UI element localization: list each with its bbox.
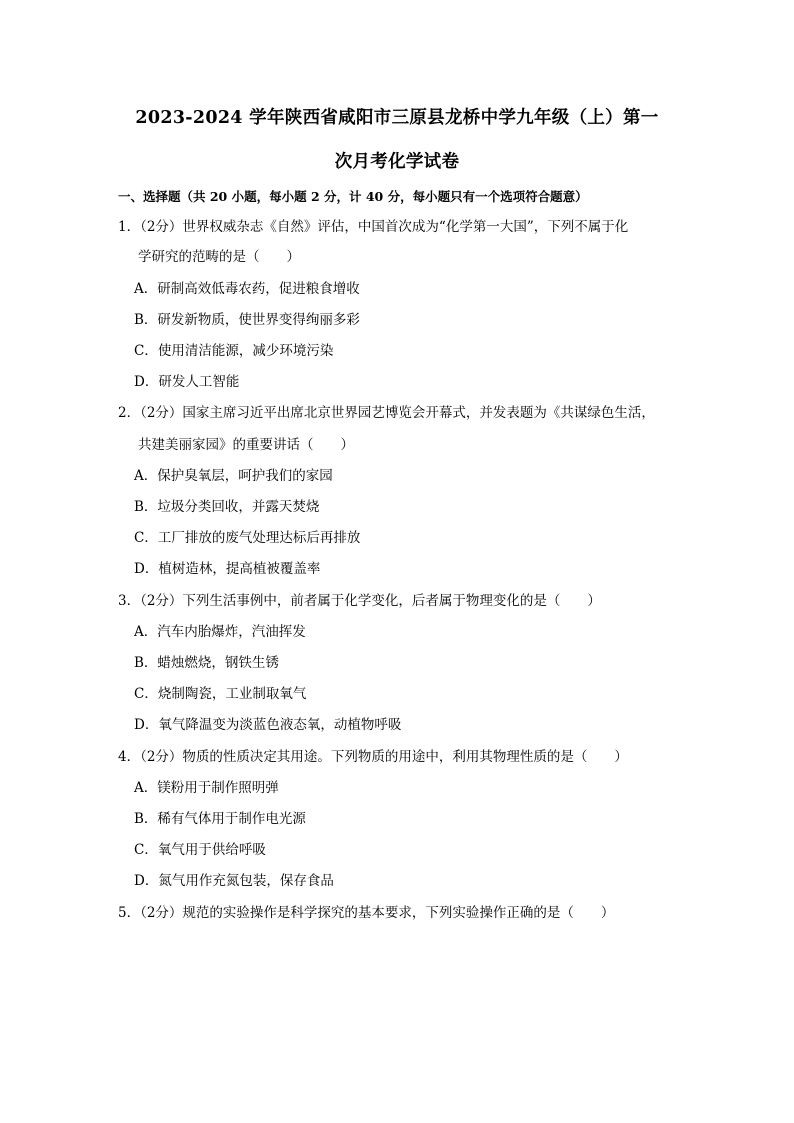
question-2-option-a: A．保护臭氧层，呵护我们的家园 [134, 468, 333, 484]
question-1-option-d: D．研发人工智能 [134, 374, 240, 390]
question-3-option-b: B．蜡烛燃烧，钢铁生锈 [134, 655, 279, 671]
question-4-option-c: C．氧气用于供给呼吸 [134, 842, 266, 858]
question-4-option-b: B．稀有气体用于制作电光源 [134, 811, 306, 827]
question-2-stem-continued: 共建美丽家园》的重要讲话（ ） [138, 437, 354, 453]
question-4-stem: 4．（2分）物质的性质决定其用途。下列物质的用途中，利用其物理性质的是（ ） [118, 749, 628, 765]
question-3-option-a: A．汽车内胎爆炸，汽油挥发 [134, 624, 306, 640]
question-1-option-c: C．使用清洁能源，减少环境污染 [134, 343, 334, 359]
question-3-option-d: D．氧气降温变为淡蓝色液态氧，动植物呼吸 [134, 717, 402, 733]
question-1-option-b: B．研发新物质，使世界变得绚丽多彩 [134, 312, 360, 328]
question-3-option-c: C．烧制陶瓷，工业制取氧气 [134, 686, 307, 702]
question-4-option-d: D．氮气用作充氮包装，保存食品 [134, 873, 334, 889]
question-1-stem: 1．（2分）世界权威杂志《自然》评估，中国首次成为“化学第一大国”，下列不属于化 [118, 219, 629, 235]
question-2-stem: 2．（2分）国家主席习近平出席北京世界园艺博览会开幕式，并发表题为《共谋绿色生活， [118, 405, 655, 421]
question-2-option-d: D．植树造林，提高植被覆盖率 [134, 561, 321, 577]
question-3-stem: 3．（2分）下列生活事例中，前者属于化学变化，后者属于物理变化的是（ ） [118, 593, 601, 609]
question-1-stem-continued: 学研究的范畴的是（ ） [138, 249, 300, 265]
exam-title-line-1: 2023-2024 学年陕西省咸阳市三原县龙桥中学九年级（上）第一 [135, 108, 659, 128]
question-4-option-a: A．镁粉用于制作照明弹 [134, 780, 279, 796]
question-2-option-b: B．垃圾分类回收，并露天焚烧 [134, 499, 320, 515]
question-5-stem: 5．（2分）规范的实验操作是科学探究的基本要求，下列实验操作正确的是（ ） [118, 905, 615, 921]
exam-title-line-2: 次月考化学试卷 [334, 152, 460, 172]
section-heading: 一、选择题（共 20 小题，每小题 2 分，计 40 分，每小题只有一个选项符合题意） [118, 189, 588, 204]
question-1-option-a: A．研制高效低毒农药，促进粮食增收 [134, 281, 360, 297]
question-2-option-c: C．工厂排放的废气处理达标后再排放 [134, 530, 361, 546]
